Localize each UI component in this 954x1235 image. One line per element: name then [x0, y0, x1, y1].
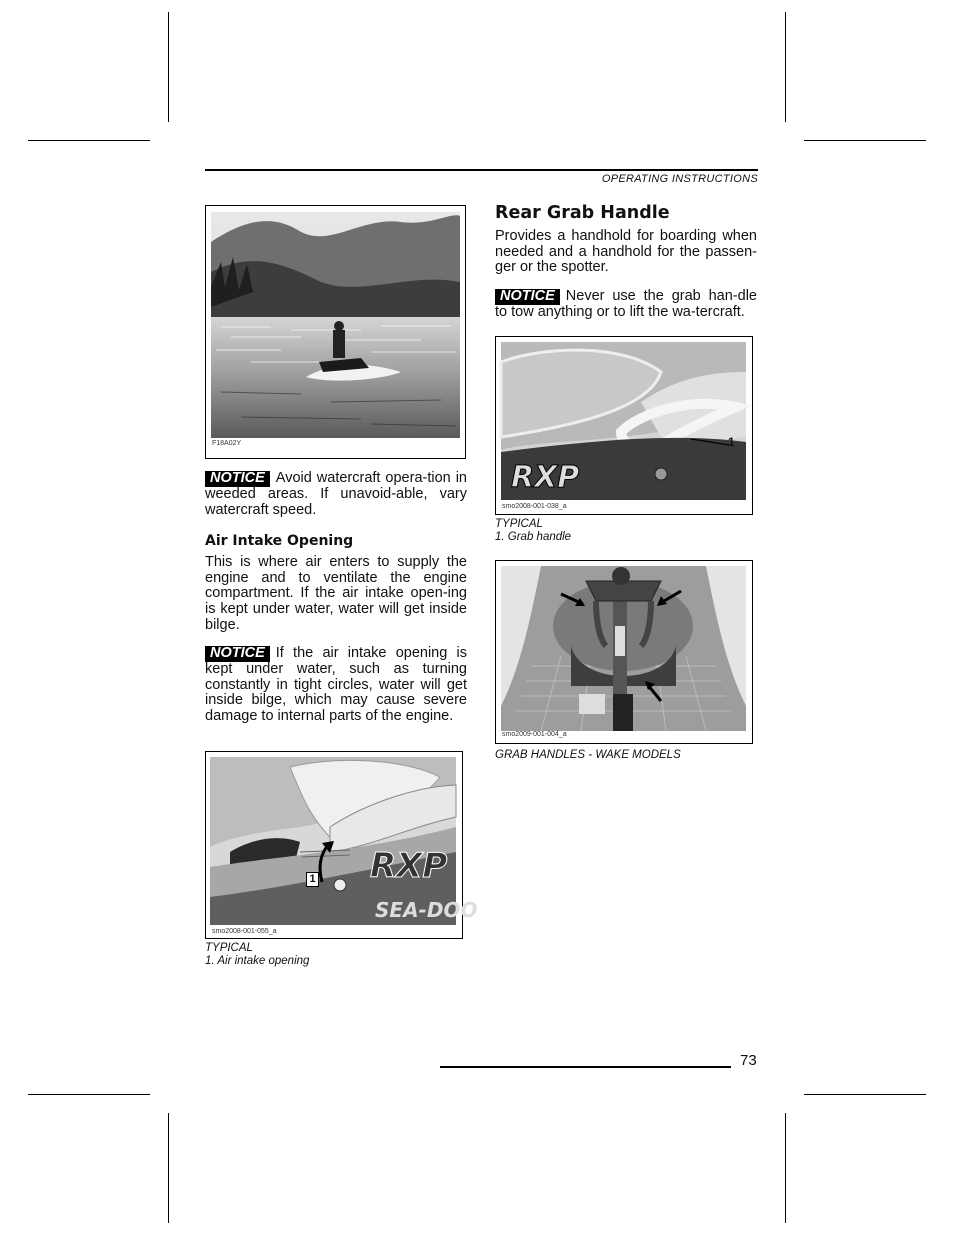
figure-id: smo2008-001-038_a [502, 503, 567, 511]
notice-tag: NOTICE [205, 471, 270, 487]
crop-mark-top-right-v [785, 12, 786, 122]
crop-mark-bottom-left-v [168, 1113, 169, 1223]
figure-wake-grab-handles [495, 560, 753, 744]
figure-caption-item: 1. Grab handle [495, 531, 572, 544]
running-head: OPERATING INSTRUCTIONS [601, 173, 758, 185]
air-intake-heading: Air Intake Opening [205, 533, 354, 550]
crop-mark-bottom-right-h [804, 1094, 926, 1095]
callout-1: 1 [306, 872, 319, 887]
section-heading: Rear Grab Handle [495, 203, 670, 223]
notice-weeded-areas [205, 471, 467, 518]
figure-caption-title: GRAB HANDLES - WAKE MODELS [495, 749, 681, 762]
notice-text: Never use the grab han-dle to tow anything or to lift the wa-tercraft. [495, 287, 757, 320]
air-intake-photo-icon [210, 757, 478, 925]
wake-grab-handles-photo-icon [501, 566, 746, 731]
figure-caption-title: TYPICAL [495, 518, 543, 531]
figure-id: smo2008-001-055_a [212, 927, 277, 935]
notice-text: Avoid watercraft opera-tion in weeded areas. If unavoid-able, vary watercraft speed. [205, 470, 467, 518]
svg-text:SEA-DOO: SEA-DOO [375, 897, 478, 922]
crop-mark-bottom-left-h [28, 1094, 150, 1095]
svg-text:RXP: RXP [370, 845, 448, 886]
svg-text:RXP: RXP [511, 460, 580, 496]
notice-air-intake [205, 646, 467, 724]
figure-grab-handle [495, 336, 753, 515]
callout-1: 1 [728, 435, 735, 450]
page-number: 73 [740, 1052, 757, 1069]
crop-mark-top-left-v [168, 12, 169, 122]
watercraft-on-lake-photo-icon [211, 212, 460, 438]
notice-grab-handle [495, 289, 757, 321]
crop-mark-top-right-h [804, 140, 926, 141]
notice-tag: NOTICE [495, 289, 560, 305]
air-intake-paragraph: This is where air enters to supply the engine and to ventilate the engine compartment. If the air intake open-ing is kept under water, water will get inside bilge. [205, 554, 467, 633]
footer-rule [440, 1066, 731, 1068]
notice-tag: NOTICE [205, 646, 270, 662]
header-rule [205, 169, 758, 171]
crop-mark-bottom-right-v [785, 1113, 786, 1223]
figure-id: F18A02Y [212, 440, 242, 447]
figure-id: smo2009-001-004_a [502, 731, 567, 739]
figure-caption-title: TYPICAL [205, 941, 253, 954]
grab-handle-paragraph: Provides a handhold for boarding when needed and a handhold for the passen-ger or the spotter. [495, 228, 757, 276]
figure-watercraft-on-lake [205, 205, 466, 459]
figure-caption-item: 1. Air intake opening [205, 954, 310, 967]
figure-air-intake [205, 751, 478, 939]
left-column [205, 205, 478, 968]
notice-text: If the air intake opening is kept under water, such as turning constantly in tight circles, water will get inside bilge, which may cause severe damage to internal parts of the engine. [205, 645, 467, 724]
crop-mark-top-left-h [28, 140, 150, 141]
grab-handle-photo-icon [501, 342, 746, 500]
right-column [495, 203, 757, 762]
